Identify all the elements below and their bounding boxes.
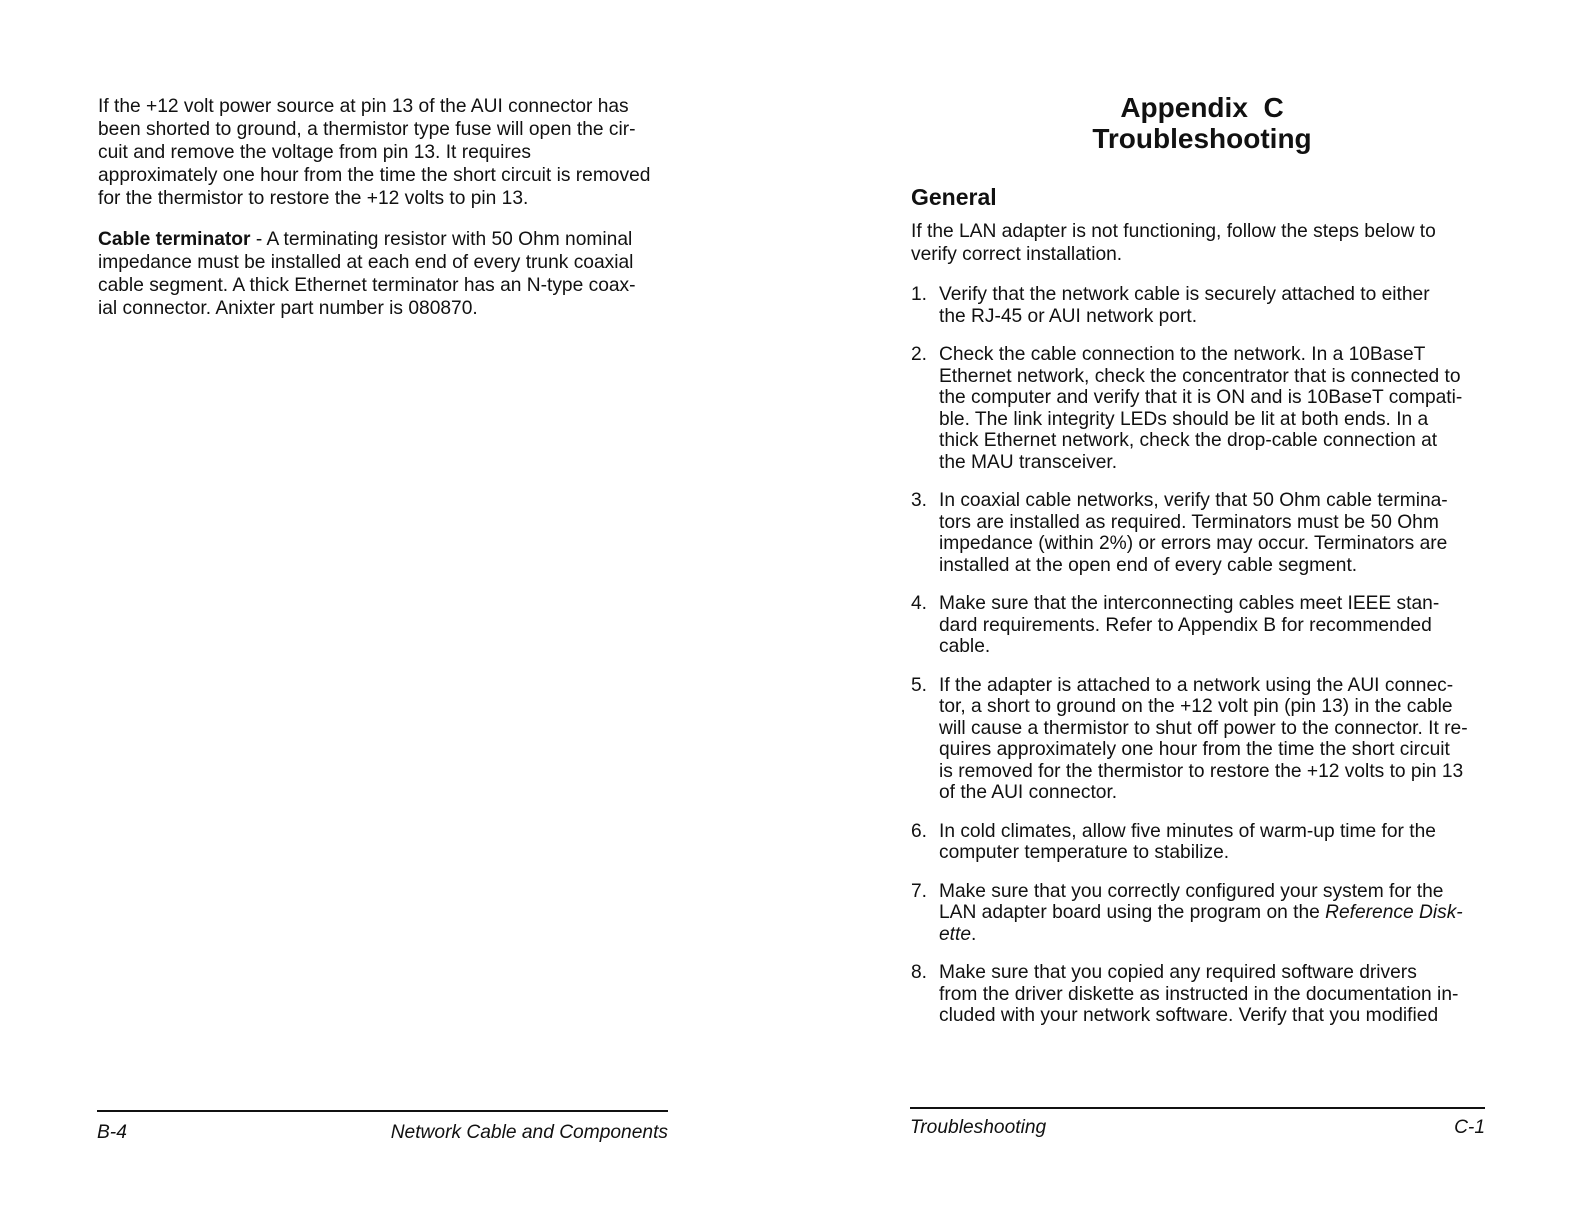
text-line: computer temperature to stabilize. — [939, 842, 1230, 863]
step-item — [911, 962, 1491, 1027]
text-line: ble. The link integrity LEDs should be lit at both ends. In a — [939, 408, 1429, 430]
text-line: the computer and verify that it is ON and is 10BaseT compati- — [939, 387, 1463, 408]
thermistor-paragraph — [98, 95, 678, 210]
text-line: ial connector. Anixter part number is 080870. — [98, 298, 478, 319]
text-line: In coaxial cable networks, verify that 50 Ohm cable termina- — [939, 490, 1448, 511]
text-line: installed at the open end of every cable segment. — [939, 554, 1358, 576]
text-line: been shorted to ground, a thermistor type fuse will open the cir- — [98, 119, 636, 140]
text-line: Ethernet network, check the concentrator that is connected to — [939, 365, 1461, 387]
appendix-title: Appendix C — [1120, 92, 1284, 123]
step-item — [911, 593, 1491, 658]
text-line: dard requirements. Refer to Appendix B for recommended — [939, 614, 1432, 636]
step-number: 2. — [911, 344, 928, 365]
footer-chapter-title: Troubleshooting — [910, 1117, 1047, 1138]
step-number: 5. — [911, 674, 928, 696]
text-line: If the LAN adapter is not functioning, follow the steps below to — [911, 221, 1436, 242]
appendix-heading — [912, 92, 1492, 154]
footer-divider — [910, 1107, 1485, 1109]
text-line: approximately one hour from the time the short circuit is removed — [98, 165, 651, 186]
text-line: Make sure that you correctly configured your system for the — [939, 880, 1444, 902]
text-line: Check the cable connection to the network. In a 10BaseT — [939, 344, 1426, 365]
text-line: verify correct installation. — [911, 244, 1123, 265]
section-heading: General — [911, 184, 997, 210]
text-line: Verify that the network cable is securely attached to either — [939, 284, 1430, 305]
text-line: impedance (within 2%) or errors may occur. Terminators are — [939, 533, 1448, 554]
step-number: 4. — [911, 593, 928, 614]
text-line: is removed for the thermistor to restore the +12 volts to pin 13 — [939, 760, 1464, 782]
text-line: LAN adapter board using the program on the — [939, 902, 1326, 923]
right-page-body — [911, 220, 1491, 1044]
text-line: If the +12 volt power source at pin 13 of the AUI connector has — [98, 96, 629, 117]
text-line: cable segment. A thick Ethernet terminator has an N-type coax- — [98, 275, 636, 296]
text-line: will cause a thermistor to shut off power to the connector. It re- — [939, 717, 1468, 739]
text-line: for the thermistor to restore the +12 volts to pin 13. — [98, 188, 529, 209]
text-line: the MAU transceiver. — [939, 451, 1118, 473]
text-line: from the driver diskette as instructed in the documentation in- — [939, 983, 1459, 1005]
text-line: of the AUI connector. — [939, 782, 1118, 803]
footer-chapter-title: Network Cable and Components — [390, 1122, 668, 1143]
reference-diskette-title-cont: ette — [939, 923, 972, 945]
step-number: 3. — [911, 490, 928, 511]
left-page-body — [98, 95, 678, 338]
text-line: tor, a short to ground on the +12 volt pin (pin 13) in the cable — [939, 696, 1453, 717]
cable-terminator-term: Cable terminator — [98, 229, 251, 250]
text-line: cable. — [939, 636, 991, 657]
cable-terminator-paragraph — [98, 228, 678, 320]
text-line: If the adapter is attached to a network using the AUI connec- — [939, 674, 1454, 696]
footer-page-number: C-1 — [1454, 1117, 1485, 1138]
text-line: the RJ-45 or AUI network port. — [939, 305, 1198, 327]
text-line: quires approximately one hour from the time the short circuit — [939, 739, 1450, 760]
text-line: Make sure that the interconnecting cables meet IEEE stan- — [939, 593, 1440, 614]
step-item — [911, 344, 1491, 473]
text-line: cluded with your network software. Verify that you modified — [939, 1005, 1439, 1026]
text-line: Make sure that you copied any required software drivers — [939, 962, 1417, 983]
text-line: - A terminating resistor with 50 Ohm nominal — [250, 229, 633, 250]
step-item — [911, 490, 1491, 576]
reference-diskette-title: Reference Disk- — [1325, 902, 1463, 923]
step-item — [911, 675, 1491, 804]
troubleshooting-steps — [911, 284, 1491, 1027]
text-line: In cold climates, allow five minutes of warm-up time for the — [939, 820, 1436, 842]
text-line: . — [971, 923, 977, 945]
footer-divider — [97, 1110, 668, 1112]
footer-page-number: B-4 — [97, 1122, 127, 1143]
step-item — [911, 821, 1491, 864]
step-number: 6. — [911, 820, 928, 842]
step-number: 8. — [911, 962, 928, 983]
step-number: 7. — [911, 880, 928, 902]
text-line: thick Ethernet network, check the drop-cable connection at — [939, 430, 1438, 451]
text-line: tors are installed as required. Terminators must be 50 Ohm — [939, 511, 1439, 533]
appendix-subtitle: Troubleshooting — [1092, 123, 1312, 154]
text-line: impedance must be installed at each end of every trunk coaxial — [98, 252, 634, 273]
step-number: 1. — [911, 284, 928, 305]
intro-paragraph — [911, 220, 1491, 266]
right-page — [792, 0, 1584, 1224]
step-item — [911, 881, 1491, 946]
text-line: cuit and remove the voltage from pin 13. It requires — [98, 142, 532, 163]
step-item — [911, 284, 1491, 327]
